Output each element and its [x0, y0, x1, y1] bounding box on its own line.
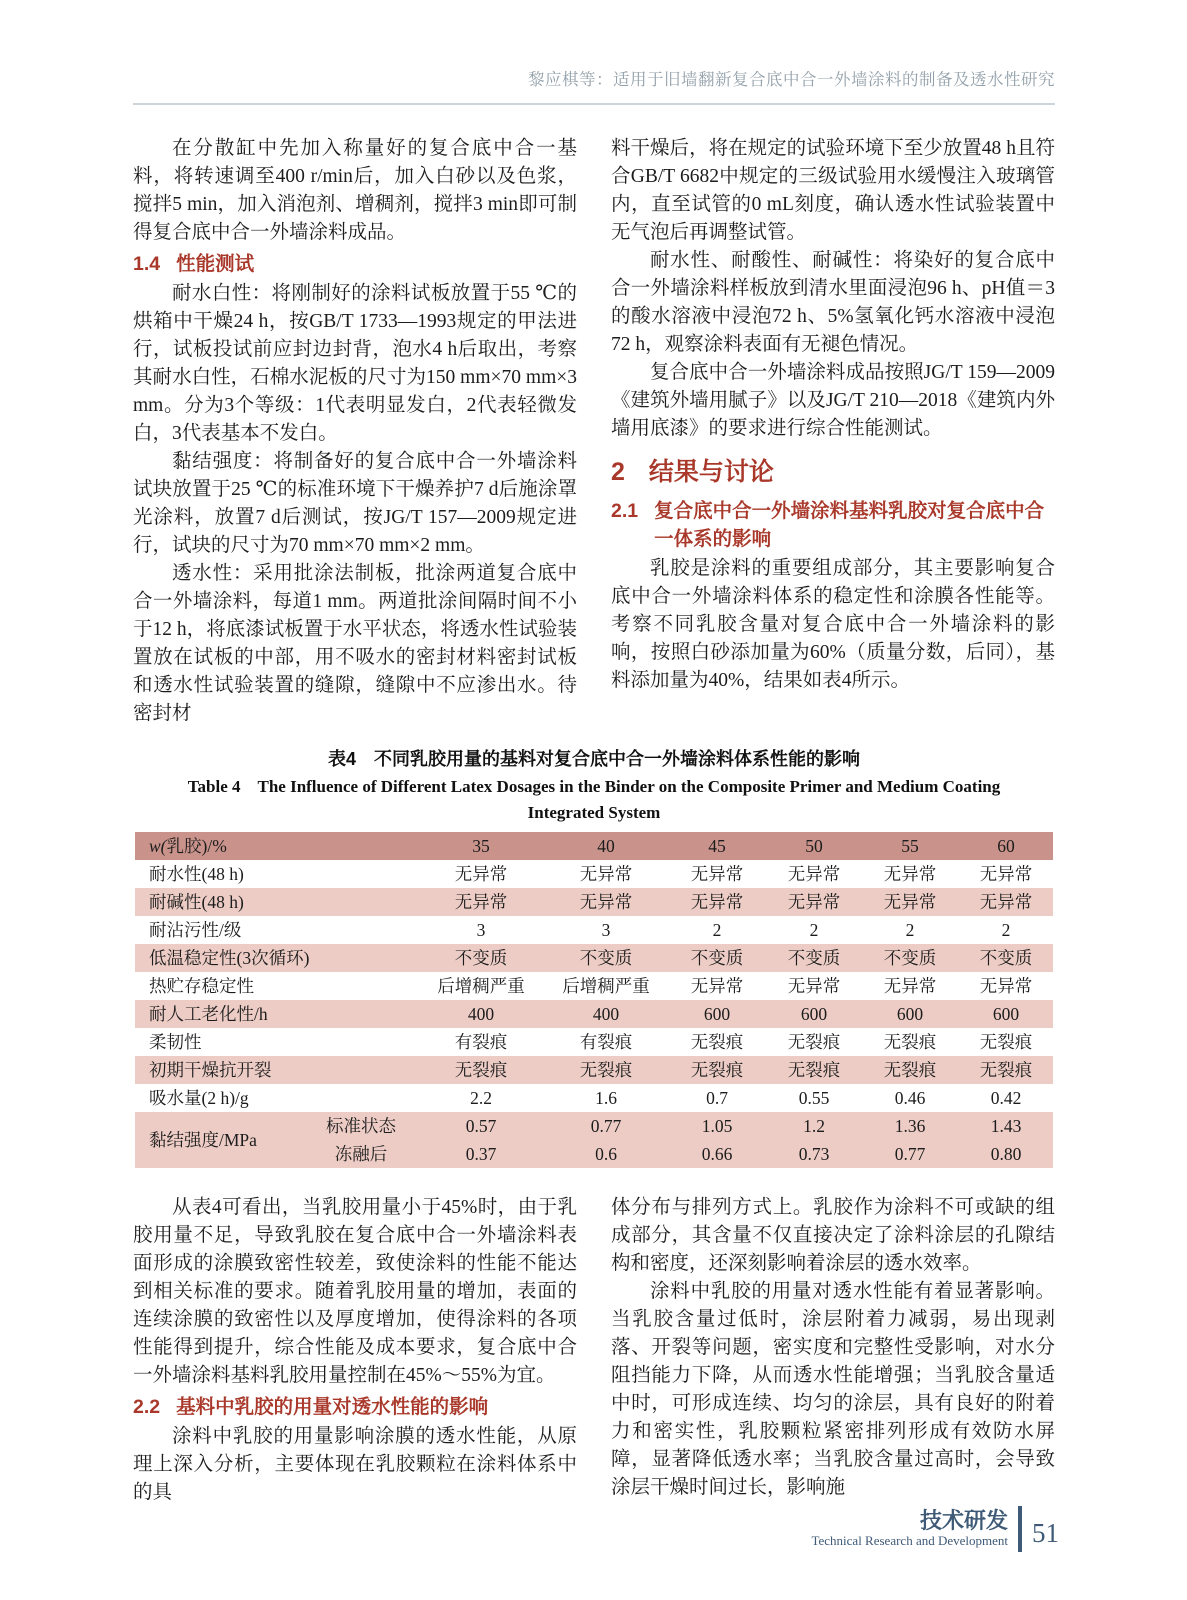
table-header-row: [135, 832, 1053, 860]
table-cell: 无异常: [690, 864, 744, 884]
table-row: [135, 972, 1053, 1000]
table-cell: 不变质: [690, 948, 744, 968]
table-cell: 400: [467, 1004, 495, 1024]
section-heading-2: [611, 455, 1055, 489]
bond-state: 标准状态: [326, 1116, 396, 1136]
table-cell: 0.46: [894, 1088, 926, 1108]
table-cell: 2.2: [470, 1088, 492, 1108]
right-column-top: [611, 135, 1055, 728]
footer-section-cn: 技术研发: [919, 1508, 1008, 1533]
table-row: [135, 1056, 1053, 1084]
table4-block: [133, 746, 1055, 1168]
paragraph: 涂料中乳胶的用量影响涂膜的透水性能，从原理上深入分析，主要体现在乳胶颗粒在涂料体系中的具: [133, 1426, 577, 1503]
table-cell: 600: [800, 1004, 828, 1024]
table-row: [135, 860, 1053, 888]
table-cell: 后增稠严重: [437, 976, 525, 996]
header-label: w(乳胶)/%: [149, 836, 227, 856]
row-label: 耐人工老化性/h: [149, 1004, 268, 1024]
row-label: 黏结强度/MPa: [149, 1130, 257, 1150]
paragraph-continuation: 体分布与排列方式上。乳胶作为涂料不可或缺的组成部分，其含量不仅直接决定了涂料涂层的孔隙结构和密度，还深刻影响着涂层的透水效率。: [611, 1197, 1055, 1274]
table-cell: 1.36: [894, 1116, 926, 1136]
table-cell: 0.73: [798, 1144, 830, 1164]
table-caption-cn: 表4 不同乳胶用量的基料对复合底中合一外墙涂料体系性能的影响: [327, 749, 860, 769]
paragraph: 耐水白性：将刚制好的涂料试板放置于55 ℃的烘箱中干燥24 h，按GB/T 1733—1993规定的甲法进行，试板投试前应封边封背，泡水4 h后取出，考察其耐水白性，石棉水泥板的尺寸为150 mm×70 mm×3 mm。分为3个等级：1代表明显发白，2代表轻微发白，3代表基本不发白。: [133, 283, 577, 444]
page-content: [133, 66, 1055, 1507]
table-cell: 无异常: [579, 892, 633, 912]
table-cell: 无裂痕: [690, 1032, 744, 1052]
paragraph: 从表4可看出，当乳胶用量小于45%时，由于乳胶用量不足，导致乳胶在复合底中合一外墙涂料表面形成的涂膜致密性较差，致使涂料的性能不能达到相关标准的要求。随着乳胶用量的增加，表面的连续涂膜的致密性以及厚度增加，使得涂料的各项性能得到提升，综合性能及成本要求，复合底中合一外墙涂料基料乳胶用量控制在45%～55%为宜。: [133, 1197, 577, 1386]
paragraph: 复合底中合一外墙涂料成品按照JG/T 159—2009《建筑外墙用腻子》以及JG/T 210—2018《建筑内外墙用底漆》的要求进行综合性能测试。: [611, 362, 1055, 439]
row-label: 耐碱性(48 h): [149, 892, 244, 912]
table4: [135, 832, 1053, 1168]
table-cell: 2: [905, 920, 915, 940]
row-label: 初期干燥抗开裂: [149, 1060, 272, 1080]
table-cell: 无裂痕: [787, 1060, 841, 1080]
table-cell: 2: [712, 920, 722, 940]
table-cell: 0.37: [465, 1144, 497, 1164]
table-cell: 无裂痕: [690, 1060, 744, 1080]
table-row: [135, 1000, 1053, 1028]
section-title: 性能测试: [176, 253, 255, 275]
table-row: [135, 916, 1053, 944]
footer-section-en: Technical Research and Development: [811, 1533, 1008, 1548]
table-row: [135, 1084, 1053, 1112]
section-heading-2-2: [133, 1393, 577, 1421]
table-cell: 无异常: [979, 864, 1033, 884]
section-number: 1.4: [133, 253, 161, 275]
table-cell: 0.77: [894, 1144, 926, 1164]
running-head: 黎应棋等：适用于旧墙翻新复合底中合一外墙涂料的制备及透水性研究: [133, 66, 1055, 105]
table-cell: 无异常: [579, 864, 633, 884]
section-number: 2.2: [133, 1396, 161, 1418]
table-cell: 1.2: [803, 1116, 825, 1136]
page-footer: [811, 1506, 1059, 1552]
table-cell: 有裂痕: [454, 1032, 508, 1052]
header-value: 35: [472, 836, 490, 856]
section-title: 结果与讨论: [648, 458, 774, 486]
table-cell: 0.77: [590, 1116, 622, 1136]
table-cell: 不变质: [883, 948, 937, 968]
table-row-bond-standard: [135, 1112, 1053, 1140]
table-cell: 无异常: [883, 892, 937, 912]
section-title: 复合底中合一外墙涂料基料乳胶对复合底中合一体系的影响: [654, 500, 1045, 550]
table-cell: 无裂痕: [979, 1060, 1033, 1080]
table-cell: 2: [1001, 920, 1011, 940]
table-cell: 400: [592, 1004, 620, 1024]
table-cell: 2: [809, 920, 819, 940]
section-heading-2-1: [611, 497, 1055, 553]
bond-state: 冻融后: [334, 1144, 388, 1164]
section-title: 基料中乳胶的用量对透水性能的影响: [176, 1396, 489, 1418]
table-cell: 无裂痕: [454, 1060, 508, 1080]
table-row: [135, 944, 1053, 972]
table-caption-en: Table 4 The Influence of Different Latex Dosages in the Binder on the Composite Primer and Medium Coating Integrated System: [187, 777, 1001, 822]
table-row: [135, 1028, 1053, 1056]
table-row: [135, 888, 1053, 916]
row-label: 低温稳定性(3次循环): [149, 948, 310, 968]
table-cell: 0.80: [990, 1144, 1022, 1164]
section-number: 2.1: [611, 500, 639, 522]
section-number: 2: [611, 458, 625, 486]
table-cell: 无异常: [787, 892, 841, 912]
columns-bottom: [133, 1194, 1055, 1507]
row-label: 耐水性(48 h): [149, 864, 244, 884]
table-cell: 无裂痕: [883, 1060, 937, 1080]
table-cell: 无异常: [454, 892, 508, 912]
left-column-top: [133, 135, 577, 728]
footer-section: [811, 1509, 1008, 1549]
header-value: 60: [997, 836, 1015, 856]
table-cell: 1.6: [595, 1088, 617, 1108]
paragraph: 乳胶是涂料的重要组成部分，其主要影响复合底中合一外墙涂料体系的稳定性和涂膜各性能等。考察不同乳胶含量对复合底中合一外墙涂料的影响，按照白砂添加量为60%（质量分数，后同），基料添加量为40%，结果如表4所示。: [611, 558, 1055, 691]
header-value: 45: [708, 836, 726, 856]
table-cell: 无异常: [883, 864, 937, 884]
header-value: 50: [805, 836, 823, 856]
table-cell: 有裂痕: [579, 1032, 633, 1052]
table-cell: 0.57: [465, 1116, 497, 1136]
table-cell: 无异常: [690, 976, 744, 996]
section-heading-1-4: [133, 250, 577, 278]
table-cell: 无异常: [787, 976, 841, 996]
table-cell: 600: [703, 1004, 731, 1024]
right-column-bottom: [611, 1194, 1055, 1507]
row-label: 热贮存稳定性: [149, 976, 254, 996]
table-cell: 不变质: [979, 948, 1033, 968]
table-cell: 0.42: [990, 1088, 1022, 1108]
table-cell: 无裂痕: [787, 1032, 841, 1052]
table-cell: 后增稠严重: [562, 976, 650, 996]
left-column-bottom: [133, 1194, 577, 1507]
table-cell: 无裂痕: [979, 1032, 1033, 1052]
table-cell: 600: [896, 1004, 924, 1024]
table-cell: 不变质: [579, 948, 633, 968]
paragraph: 涂料中乳胶的用量对透水性能有着显著影响。当乳胶含量过低时，涂层附着力减弱，易出现剥落、开裂等问题，密实度和完整性受影响，对水分阻挡能力下降，从而透水性能增强；当乳胶含量适中时，可形成连续、均匀的涂层，具有良好的附着力和密实性，乳胶颗粒紧密排列形成有效防水屏障，显著降低透水率；当乳胶含量过高时，会导致涂层干燥时间过长，影响施: [611, 1281, 1055, 1498]
table-cell: 无异常: [883, 976, 937, 996]
header-value: 40: [597, 836, 615, 856]
table-cell: 600: [992, 1004, 1020, 1024]
paragraph: 透水性：采用批涂法制板，批涂两道复合底中合一外墙涂料，每道1 mm。两道批涂间隔时间不小于12 h，将底漆试板置于水平状态，将透水性试验装置放在试板的中部，用不吸水的密封材料密封试板和透水性试验装置的缝隙，缝隙中不应渗出水。待密封材: [133, 563, 577, 724]
paragraph: 耐水性、耐酸性、耐碱性：将染好的复合底中合一外墙涂料样板放到清水里面浸泡96 h、pH值＝3的酸水溶液中浸泡72 h、5%氢氧化钙水溶液中浸泡72 h，观察涂料表面有无褪色情况。: [611, 250, 1055, 355]
table-cell: 无异常: [690, 892, 744, 912]
table-cell: 3: [476, 920, 486, 940]
page-number: 51: [1032, 1517, 1059, 1548]
table-cell: 无异常: [787, 864, 841, 884]
table-cell: 0.66: [701, 1144, 733, 1164]
table-cell: 1.43: [990, 1116, 1022, 1136]
table-cell: 0.6: [595, 1144, 617, 1164]
row-label: 柔韧性: [149, 1032, 202, 1052]
table-cell: 不变质: [454, 948, 508, 968]
table-cell: 无异常: [979, 976, 1033, 996]
columns-top: [133, 135, 1055, 728]
table-cell: 无异常: [454, 864, 508, 884]
table-cell: 1.05: [701, 1116, 733, 1136]
footer-divider: [1018, 1506, 1022, 1552]
table-cell: 0.7: [706, 1088, 728, 1108]
table-cell: 0.55: [798, 1088, 830, 1108]
table-cell: 无异常: [979, 892, 1033, 912]
paragraph: 在分散缸中先加入称量好的复合底中合一基料，将转速调至400 r/min后，加入白砂以及色浆，搅拌5 min，加入消泡剂、增稠剂，搅拌3 min即可制得复合底中合一外墙涂料成品。: [133, 138, 577, 243]
paragraph-continuation: 料干燥后，将在规定的试验环境下至少放置48 h且符合GB/T 6682中规定的三级试验用水缓慢注入玻璃管内，直至试管的0 mL刻度，确认透水性试验装置中无气泡后再调整试管。: [611, 138, 1055, 243]
table-cell: 3: [601, 920, 611, 940]
table-cell: 无裂痕: [579, 1060, 633, 1080]
table-cell: 无裂痕: [883, 1032, 937, 1052]
table-cell: 不变质: [787, 948, 841, 968]
paragraph: 黏结强度：将制备好的复合底中合一外墙涂料试块放置于25 ℃的标准环境下干燥养护7 d后施涂罩光涂料，放置7 d后测试，按JG/T 157—2009规定进行，试块的尺寸为70 mm×70 mm×2 mm。: [133, 451, 577, 556]
header-value: 55: [901, 836, 919, 856]
row-label: 耐沾污性/级: [149, 920, 242, 940]
row-label: 吸水量(2 h)/g: [149, 1088, 249, 1108]
